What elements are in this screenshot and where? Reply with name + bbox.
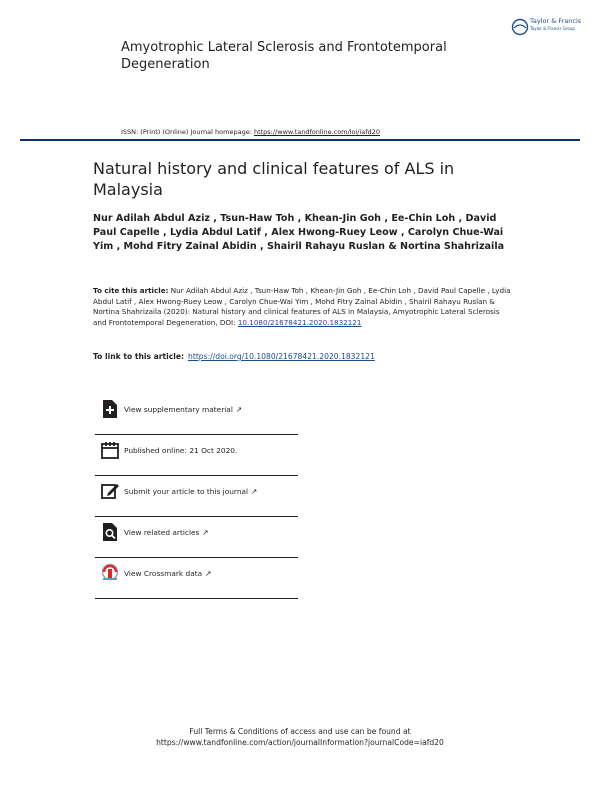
submit-article-label: Submit your article to this journal ↗ (124, 487, 258, 496)
published-online-row (95, 434, 298, 476)
article-doi-url[interactable]: https://doi.org/10.1080/21678421.2020.1832121 (188, 352, 375, 361)
header-divider (20, 139, 580, 141)
crossmark-row[interactable] (95, 557, 298, 599)
issn-label: ISSN: (Print) (Online) Journal homepage: (121, 128, 254, 136)
edit-icon (100, 481, 120, 501)
journal-title: Amyotrophic Lateral Sclerosis and Frontotemporal Degeneration (121, 40, 447, 72)
search-document-icon (100, 522, 120, 542)
plus-document-icon (100, 399, 120, 419)
citation-doi-link[interactable]: 10.1080/21678421.2020.1832121 (237, 317, 362, 327)
issn-line (121, 128, 380, 136)
related-articles-row[interactable] (95, 516, 298, 558)
author-list: Nur Adilah Abdul Aziz , Tsun-Haw Toh , Khean-Jin Goh , Ee-Chin Loh , David Paul Capelle , Lydia Abdul Latif , Alex Hwong-Ruey Leow , Carolyn Chue-Wai Yim , Mohd Fitry Zainal Abidin , Shairil Rahayu Ruslan & Nortina Shahrizaila (93, 213, 505, 252)
crossmark-icon (100, 563, 120, 583)
link-to-label: To link to this article: (93, 352, 185, 361)
terms-line: Full Terms & Conditions of access and use can be found at (189, 727, 411, 736)
citation-text: Nur Adilah Abdul Aziz , Tsun-Haw Toh , Khean-Jin Goh , Ee-Chin Loh , David Paul Capelle , Lydia Abdul Latif , Alex Hwong-Ruey Leow , Carolyn Chue-Wai Yim , Mohd Fitry Zainal Abidin , Shairil Rahayu Ruslan & Nortina Shahrizaila (2020): Natural history and clinical features of ALS in Malaysia, Amyotrophic Lateral Sclerosis and Frontotemporal Degeneration, DOI: (93, 286, 511, 327)
publisher-logo-subtext: Taylor & Francis Group (530, 26, 575, 31)
supplementary-material-row[interactable] (95, 393, 298, 435)
external-link-icon: ↗ (202, 528, 209, 537)
external-link-icon: ↗ (205, 569, 212, 578)
calendar-icon (100, 440, 120, 460)
publisher-logo-text: Taylor & Francis (530, 17, 582, 25)
external-link-icon: ↗ (235, 405, 243, 414)
related-articles-label: View related articles ↗ (124, 528, 209, 537)
supplementary-material-label: View supplementary material ↗ (124, 405, 243, 414)
article-title: Natural history and clinical features of ALS in Malaysia (93, 159, 455, 199)
citation-label: To cite this article: (93, 286, 169, 295)
terms-url[interactable]: https://www.tandfonline.com/action/journalInformation?journalCode=iafd20 (156, 738, 444, 747)
external-link-icon: ↗ (251, 487, 258, 496)
submit-article-row[interactable] (95, 475, 298, 517)
published-online-label: Published online: 21 Oct 2020. (124, 446, 238, 455)
link-to-article (93, 352, 375, 361)
citation-block (93, 286, 513, 328)
crossmark-label: View Crossmark data ↗ (124, 569, 212, 578)
journal-homepage-link[interactable]: https://www.tandfonline.com/loi/iafd20 (253, 128, 380, 136)
